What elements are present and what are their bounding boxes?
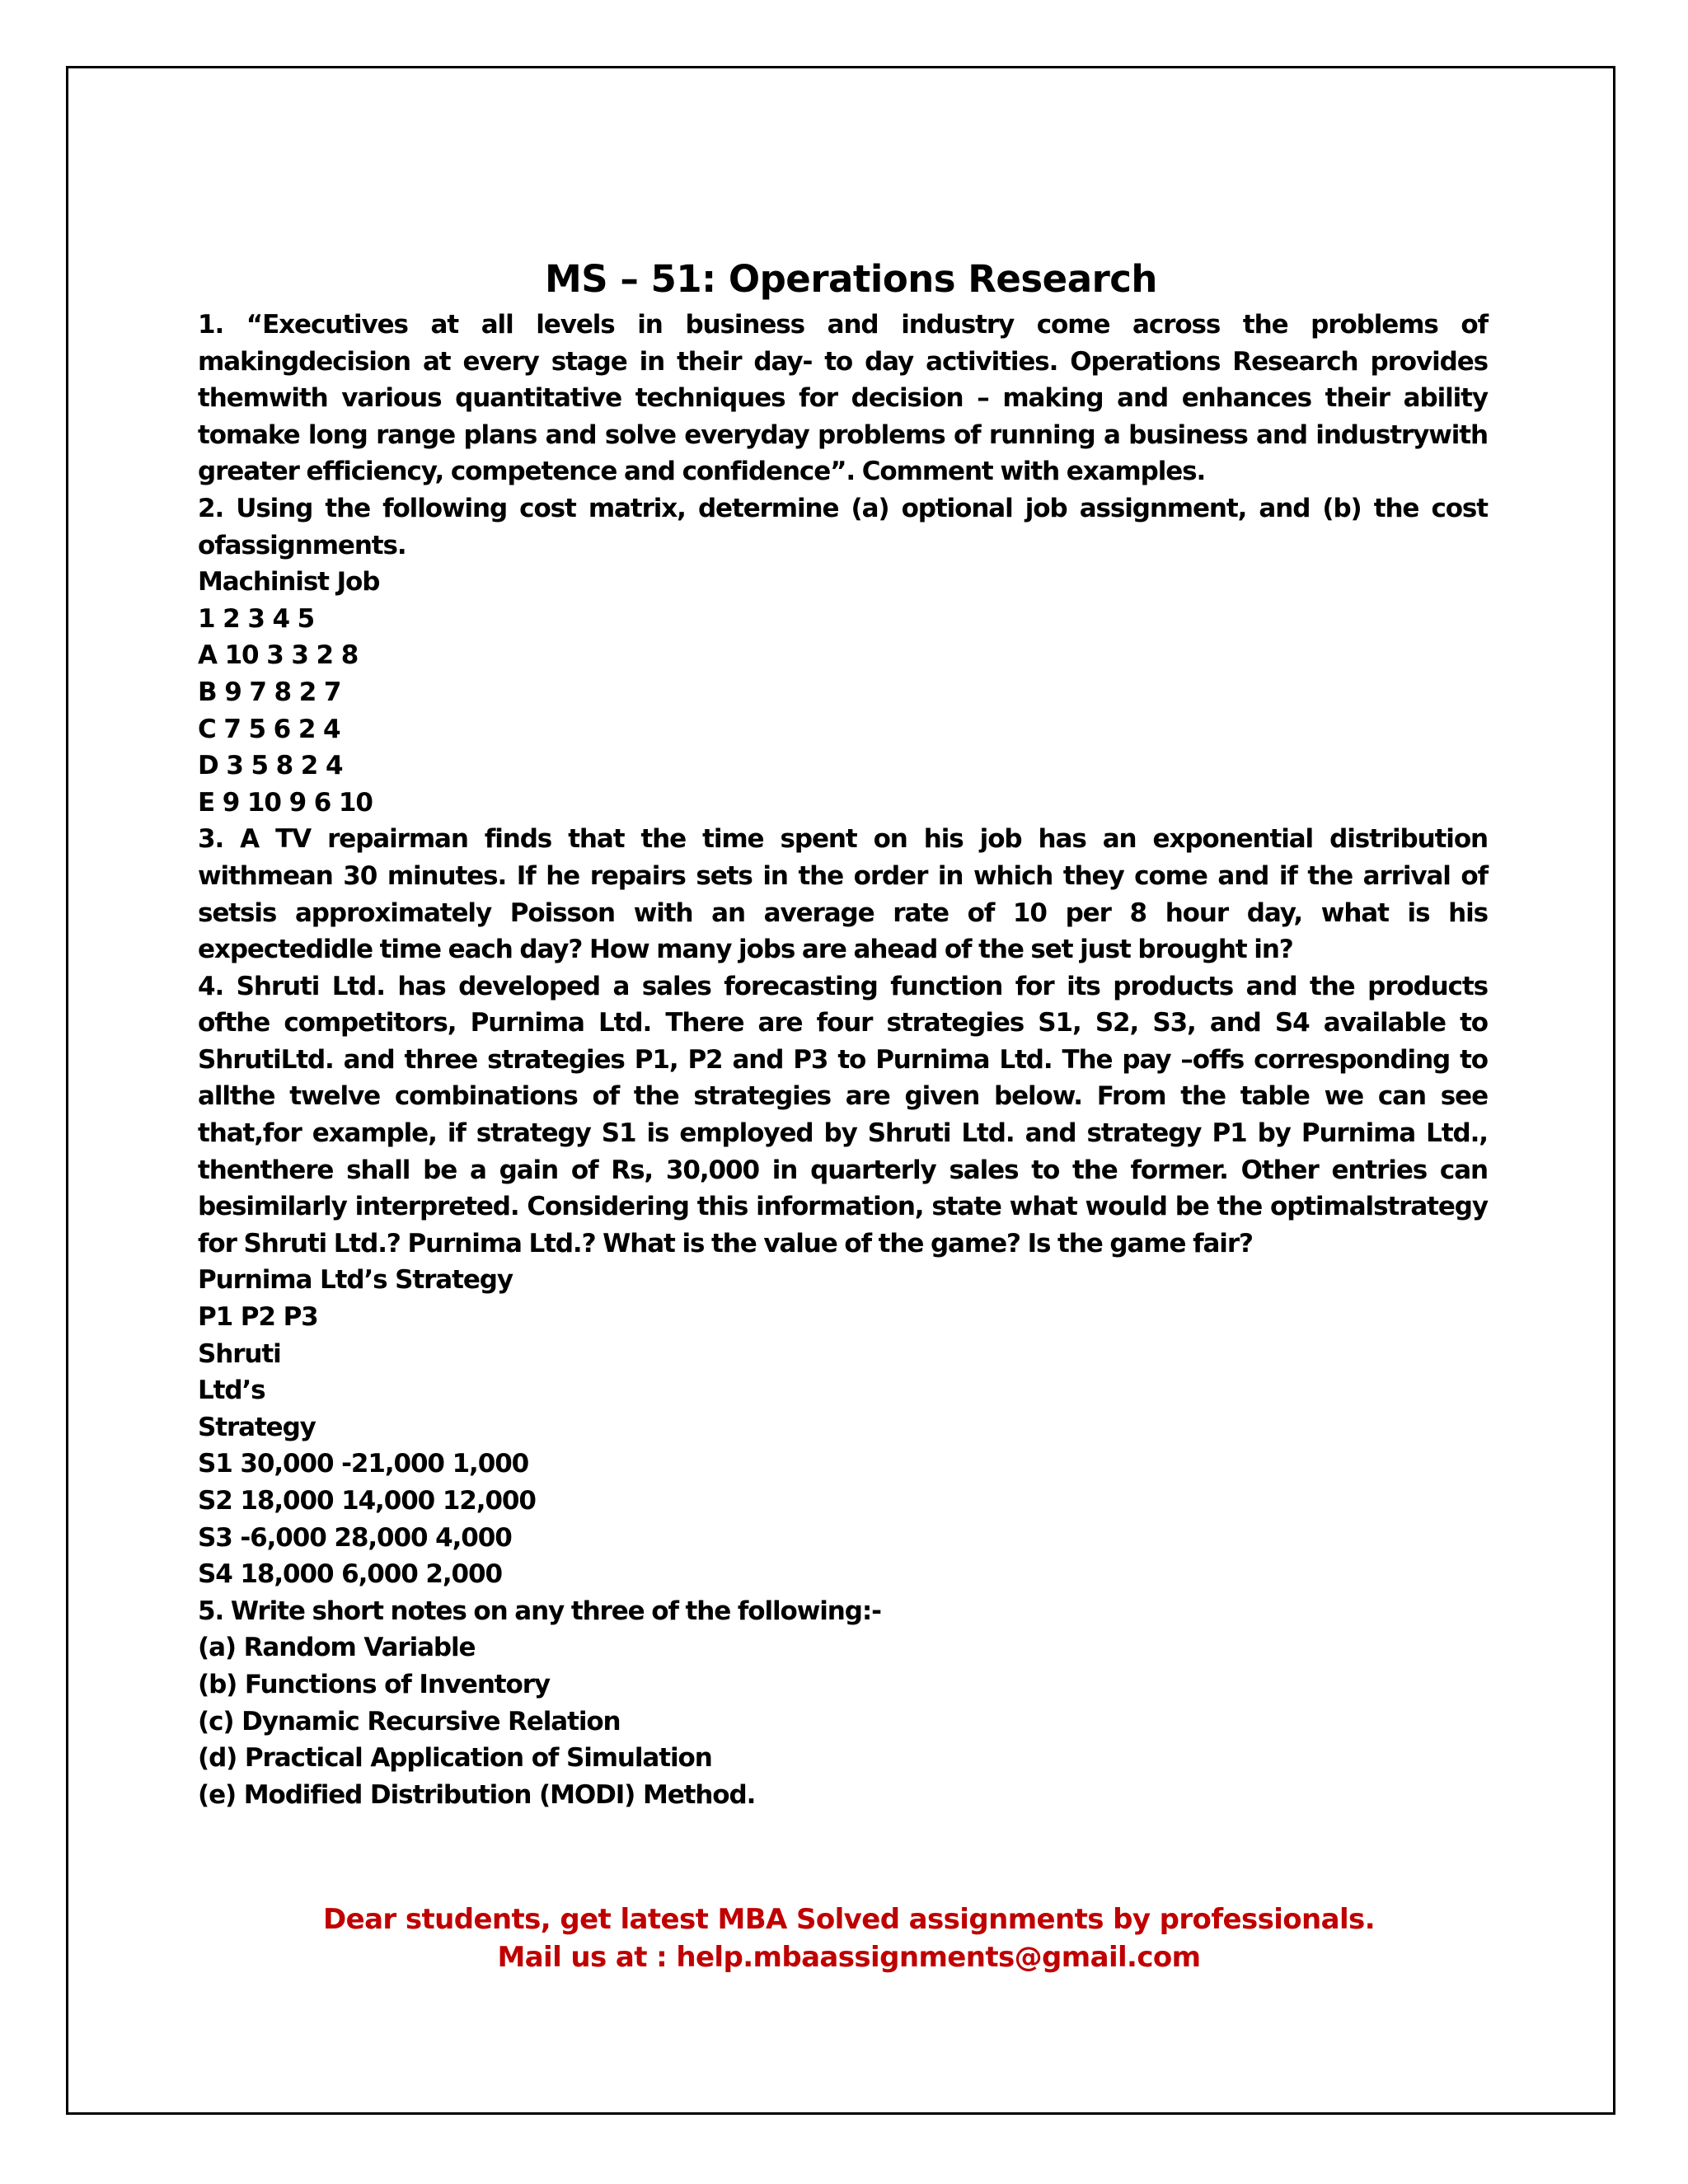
payoff-table-row: S1 30,000 -21,000 1,000 [198,1449,529,1479]
cost-matrix-row: 1 2 3 4 5 [198,603,315,634]
question-3: 3. A TV repairman finds that the time spent on his job has an exponential distribution withmean 30 minutes. If he repairs sets in the order in which they come and if the arrival of setsis approximately Poisson with an average rate of 10 per 8 hour day, what is his expectedidle time each day? How many jobs are ahead of the set just brought in? [198,824,1488,965]
contact-email: Mail us at : help.mbaassignments@gmail.com [497,1941,1201,1974]
payoff-table-header: Purnima Ltd’s Strategy [198,1265,513,1296]
list-item: (e) Modified Distribution (MODI) Method. [198,1779,756,1810]
promo-line: Dear students, get latest MBA Solved assignments by professionals. [322,1903,1376,1936]
cost-matrix-row: D 3 5 8 2 4 [198,751,343,781]
question-4: 4. Shruti Ltd. has developed a sales forecasting function for its products and the products ofthe competitors, Purnima Ltd. There are four strategies S1, S2, S3, and S4 available to ShrutiLtd. and three strategies P1, P2 and P3 to Purnima Ltd. The pay –offs corresponding to allthe twelve combinations of the strategies are given below. From the table we can see that,for example, if strategy S1 is employed by Shruti Ltd. and strategy P1 by Purnima Ltd., thenthere shall be a gain of Rs, 30,000 in quarterly sales to the former. Other entries can besimilarly interpreted. Considering this information, state what would be the optimalstrategy for Shruti Ltd.? Purnima Ltd.? What is the value of the game? Is the game fair? [198,971,1488,1258]
payoff-table-row: S3 -6,000 28,000 4,000 [198,1522,512,1553]
payoff-table-row: Shruti [198,1338,281,1369]
document-title: MS – 51: Operations Research [545,257,1157,301]
cost-matrix [198,564,1488,821]
document-body [198,253,1488,1813]
list-item: (a) Random Variable [198,1633,476,1663]
question-1: 1. “Executives at all levels in business and industry come across the problems of makingdecision at every stage in their day- to day activities. Operations Research provides themwith various quantitative techniques for decision – making and enhances their ability tomake long range plans and solve everyday problems of running a business and industrywith greater efficiency, competence and confidence”. Comment with examples. [198,310,1488,487]
short-notes-list [198,1629,1488,1813]
list-item: (c) Dynamic Recursive Relation [198,1706,621,1736]
question-5: 5. Write short notes on any three of the following:- [198,1596,881,1626]
payoff-table-row: Strategy [198,1412,316,1442]
cost-matrix-row: A 10 3 3 2 8 [198,640,359,671]
payoff-table-row: P1 P2 P3 [198,1302,318,1333]
question-2: 2. Using the following cost matrix, determine (a) optional job assignment, and (b) the cost ofassignments. [198,493,1488,560]
promo-footer [66,1900,1615,1976]
payoff-table-row: Ltd’s [198,1376,265,1406]
payoff-table-row: S4 18,000 6,000 2,000 [198,1559,502,1590]
cost-matrix-row: B 9 7 8 2 7 [198,677,341,707]
payoff-table [198,1262,1488,1592]
cost-matrix-header: Machinist Job [198,567,380,598]
payoff-table-row: S2 18,000 14,000 12,000 [198,1486,536,1516]
list-item: (b) Functions of Inventory [198,1669,551,1699]
cost-matrix-row: C 7 5 6 2 4 [198,714,340,744]
cost-matrix-row: E 9 10 9 6 10 [198,787,373,818]
list-item: (d) Practical Application of Simulation [198,1743,712,1774]
